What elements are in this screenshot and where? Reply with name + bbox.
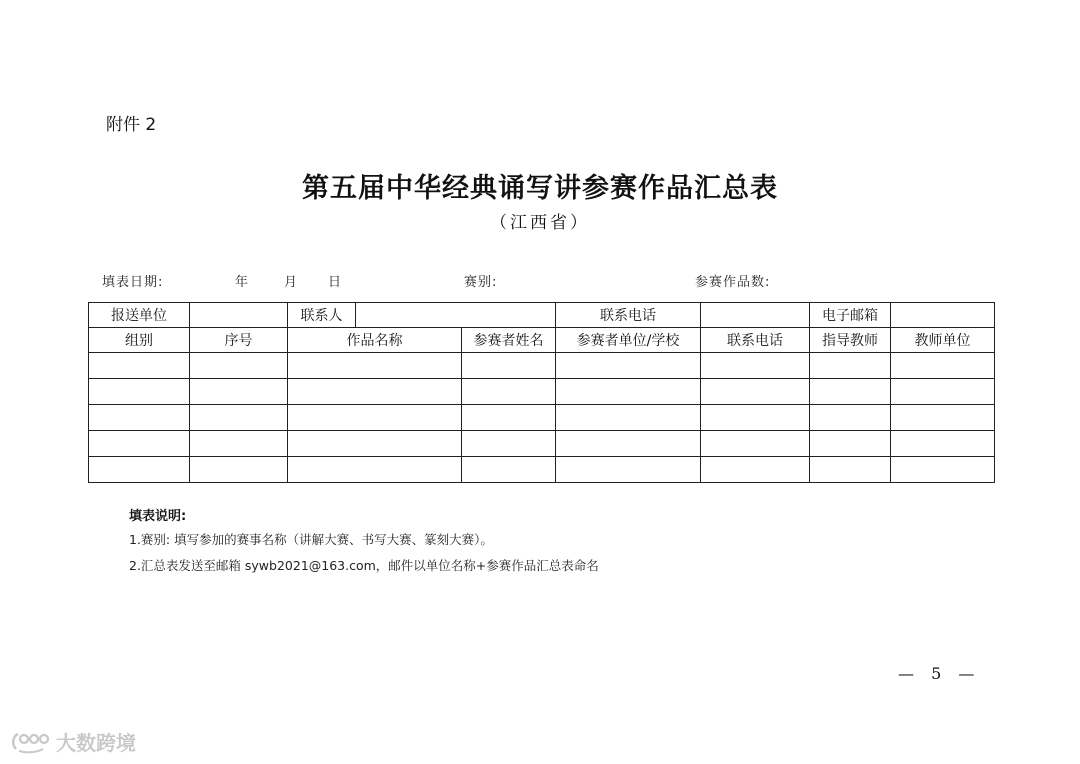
column-header: 指导教师 (810, 328, 891, 353)
table-cell[interactable] (701, 405, 810, 431)
column-header: 组别 (89, 328, 190, 353)
table-cell[interactable] (810, 457, 891, 483)
table-cell[interactable] (810, 353, 891, 379)
table-cell[interactable] (810, 405, 891, 431)
summary-table (88, 302, 995, 483)
table-row (89, 405, 995, 431)
column-header: 参赛者单位/学校 (556, 328, 701, 353)
document-subtitle: （江西省） (490, 213, 590, 233)
note-item: 1.赛别: 填写参加的赛事名称（讲解大赛、书写大赛、篆刻大赛）。 (129, 532, 493, 547)
column-header-row (89, 328, 995, 353)
document-title: 第五届中华经典诵写讲参赛作品汇总表 (302, 173, 778, 204)
table-cell[interactable] (891, 457, 995, 483)
table-row (89, 431, 995, 457)
table-cell[interactable] (556, 431, 701, 457)
table-cell[interactable] (556, 457, 701, 483)
fill-date-label: 填表日期: (102, 275, 164, 290)
notes-title: 填表说明: (129, 509, 187, 524)
table-cell[interactable] (190, 379, 288, 405)
note-item: 2.汇总表发送至邮箱 sywb2021@163.com，邮件以单位名称+参赛作品汇总表命名 (129, 558, 599, 573)
watermark-text: 大数跨境 (56, 731, 136, 755)
contact-value-cell[interactable] (356, 303, 556, 328)
phone-label-cell: 联系电话 (556, 303, 701, 328)
table-cell[interactable] (89, 379, 190, 405)
column-header: 序号 (190, 328, 288, 353)
table-cell[interactable] (288, 431, 462, 457)
info-row (89, 303, 995, 328)
unit-value-cell[interactable] (190, 303, 288, 328)
table-cell[interactable] (190, 431, 288, 457)
watermark (10, 727, 136, 756)
column-header: 联系电话 (701, 328, 810, 353)
table-row (89, 457, 995, 483)
table-cell[interactable] (891, 353, 995, 379)
table-cell[interactable] (810, 431, 891, 457)
table-cell[interactable] (288, 353, 462, 379)
table-cell[interactable] (288, 379, 462, 405)
column-header: 作品名称 (288, 328, 462, 353)
table-cell[interactable] (190, 457, 288, 483)
table-cell[interactable] (556, 353, 701, 379)
phone-value-cell[interactable] (701, 303, 810, 328)
table-cell[interactable] (190, 405, 288, 431)
table-cell[interactable] (288, 457, 462, 483)
entries-count-label: 参赛作品数: (695, 275, 771, 290)
table-row (89, 353, 995, 379)
table-cell[interactable] (462, 457, 556, 483)
table-cell[interactable] (891, 431, 995, 457)
email-label-cell: 电子邮箱 (810, 303, 891, 328)
table-cell[interactable] (89, 457, 190, 483)
year-label: 年 (235, 275, 250, 290)
month-label: 月 (284, 275, 299, 290)
attachment-label: 附件 2 (106, 115, 157, 135)
table-cell[interactable] (556, 405, 701, 431)
table-cell[interactable] (810, 379, 891, 405)
day-label: 日 (328, 275, 343, 290)
contact-label-cell: 联系人 (288, 303, 356, 328)
table-cell[interactable] (89, 405, 190, 431)
column-header: 参赛者姓名 (462, 328, 556, 353)
table-cell[interactable] (891, 379, 995, 405)
email-value-cell[interactable] (891, 303, 995, 328)
unit-label-cell: 报送单位 (89, 303, 190, 328)
table-cell[interactable] (462, 431, 556, 457)
table-cell[interactable] (701, 353, 810, 379)
table-cell[interactable] (701, 379, 810, 405)
table-cell[interactable] (891, 405, 995, 431)
table-cell[interactable] (190, 353, 288, 379)
table-cell[interactable] (701, 431, 810, 457)
category-label: 赛别: (464, 275, 498, 290)
table-cell[interactable] (556, 379, 701, 405)
table-cell[interactable] (462, 379, 556, 405)
table-cell[interactable] (462, 353, 556, 379)
table-cell[interactable] (462, 405, 556, 431)
table-cell[interactable] (89, 431, 190, 457)
table-cell[interactable] (89, 353, 190, 379)
table-cell[interactable] (288, 405, 462, 431)
watermark-logo-icon (10, 729, 50, 755)
table-cell[interactable] (701, 457, 810, 483)
table-row (89, 379, 995, 405)
page-number: — 5 — (898, 664, 981, 683)
column-header: 教师单位 (891, 328, 995, 353)
